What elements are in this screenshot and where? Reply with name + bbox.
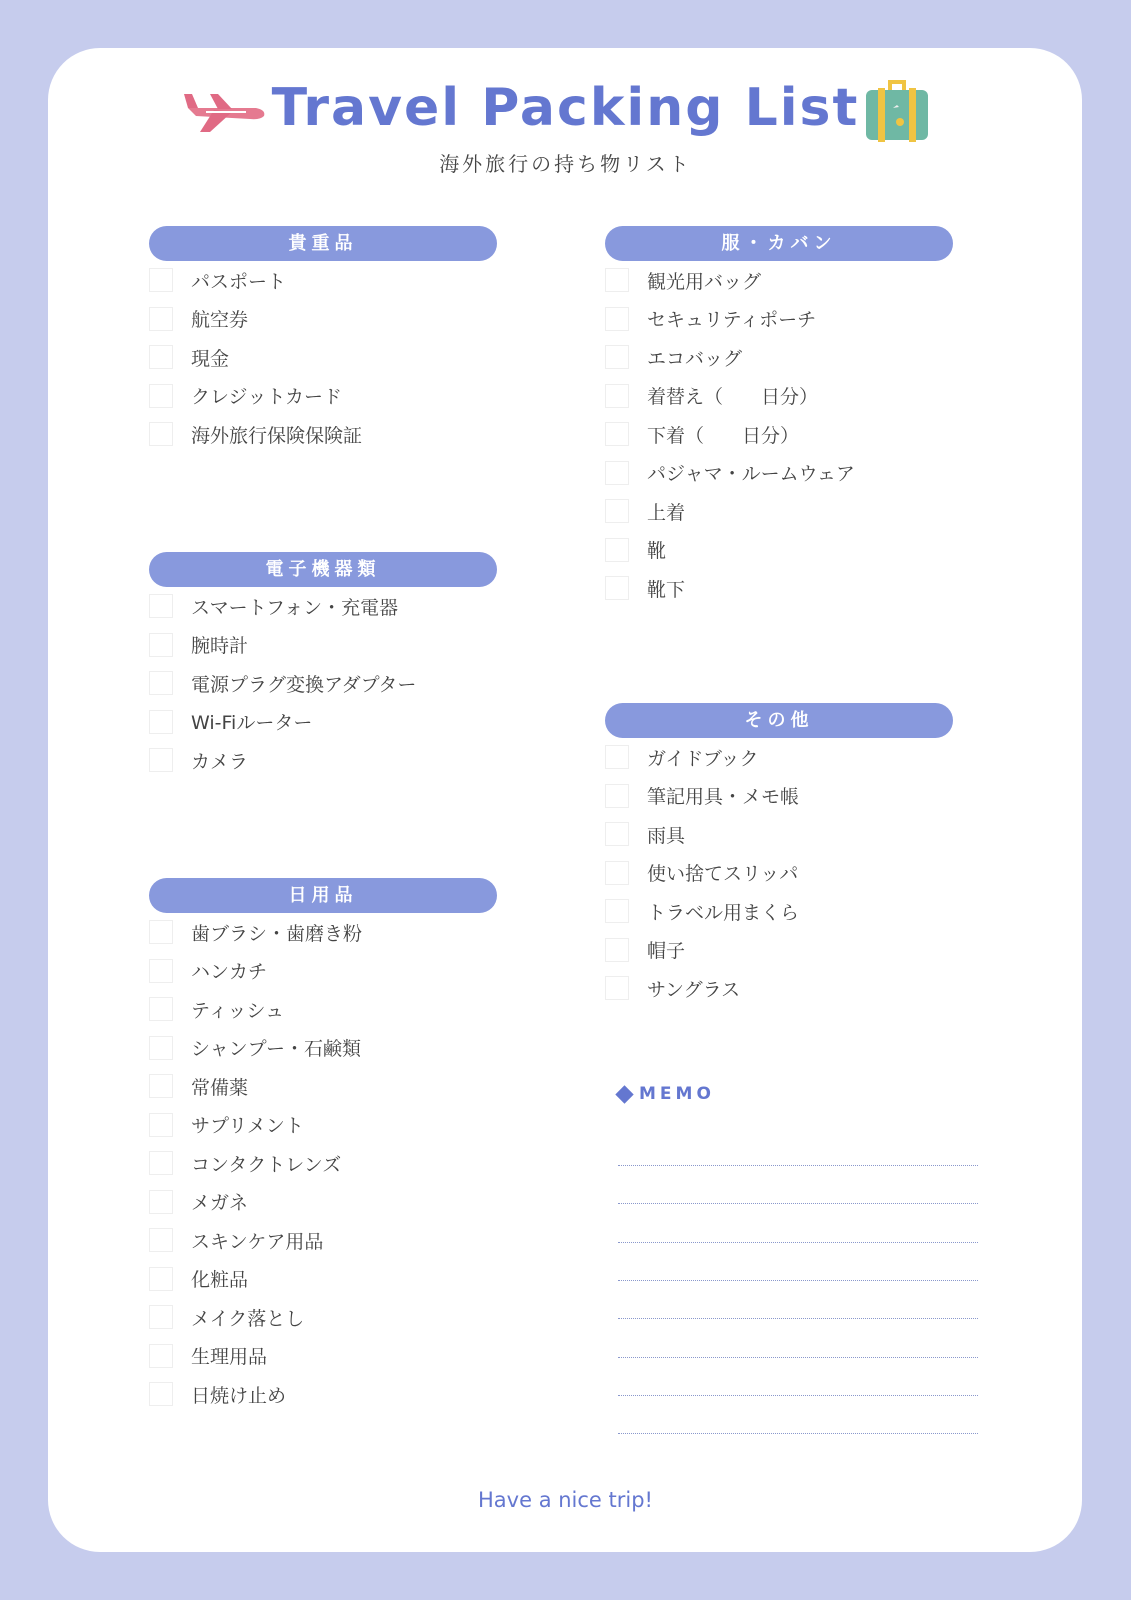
memo-heading bbox=[618, 1084, 715, 1104]
section-header: 電子機器類 bbox=[149, 552, 497, 587]
suitcase-icon bbox=[864, 80, 930, 142]
checklist-item bbox=[149, 377, 497, 416]
checklist-item bbox=[605, 892, 953, 931]
checkbox[interactable] bbox=[149, 384, 173, 408]
checkbox[interactable] bbox=[605, 576, 629, 600]
checkbox[interactable] bbox=[149, 710, 173, 734]
item-label: ガイドブック bbox=[647, 747, 759, 770]
checkbox[interactable] bbox=[605, 822, 629, 846]
item-label: カメラ bbox=[191, 750, 249, 773]
checklist-item bbox=[149, 990, 497, 1029]
item-label: 筆記用具・メモ帳 bbox=[647, 786, 800, 809]
checkbox[interactable] bbox=[605, 307, 629, 331]
section-other bbox=[605, 703, 953, 1008]
item-label: スマートフォン・充電器 bbox=[191, 596, 399, 619]
item-label: サングラス bbox=[647, 978, 741, 1001]
checklist-item bbox=[149, 261, 497, 300]
checklist-item bbox=[149, 300, 497, 339]
checkbox[interactable] bbox=[605, 784, 629, 808]
checkbox[interactable] bbox=[149, 594, 173, 618]
checklist-item bbox=[149, 587, 497, 626]
checkbox[interactable] bbox=[149, 1382, 173, 1406]
checkbox[interactable] bbox=[605, 861, 629, 885]
checklist-item bbox=[605, 338, 953, 377]
checkbox[interactable] bbox=[149, 1151, 173, 1175]
checklist-item bbox=[605, 777, 953, 816]
checklist-item bbox=[149, 1067, 497, 1106]
checkbox[interactable] bbox=[149, 268, 173, 292]
item-label: ハンカチ bbox=[191, 961, 268, 984]
item-label: 帽子 bbox=[647, 940, 686, 963]
checkbox[interactable] bbox=[605, 345, 629, 369]
checkbox[interactable] bbox=[605, 899, 629, 923]
checkbox[interactable] bbox=[149, 1267, 173, 1291]
section-electronics bbox=[149, 552, 497, 780]
checkbox[interactable] bbox=[149, 1305, 173, 1329]
checklist-item bbox=[149, 1260, 497, 1299]
item-label: 常備薬 bbox=[191, 1076, 249, 1099]
checkbox[interactable] bbox=[149, 997, 173, 1021]
item-label: セキュリティポーチ bbox=[647, 309, 817, 332]
checklist-item bbox=[149, 626, 497, 665]
checkbox[interactable] bbox=[149, 959, 173, 983]
item-label: 靴下 bbox=[647, 578, 686, 601]
item-label: 雨具 bbox=[647, 824, 686, 847]
checkbox[interactable] bbox=[149, 1228, 173, 1252]
checkbox[interactable] bbox=[149, 307, 173, 331]
item-label: スキンケア用品 bbox=[191, 1230, 324, 1253]
checkbox[interactable] bbox=[605, 745, 629, 769]
checkbox[interactable] bbox=[605, 976, 629, 1000]
item-label: 靴 bbox=[647, 540, 667, 563]
memo-line[interactable] bbox=[618, 1318, 978, 1319]
checklist-item bbox=[605, 531, 953, 570]
item-label: 海外旅行保険保険証 bbox=[191, 424, 363, 447]
item-label: 腕時計 bbox=[191, 635, 249, 658]
item-label: 歯ブラシ・歯磨き粉 bbox=[191, 922, 363, 945]
page-subtitle: 海外旅行の持ち物リスト bbox=[439, 152, 692, 176]
memo-line[interactable] bbox=[618, 1395, 978, 1396]
checkbox[interactable] bbox=[149, 1074, 173, 1098]
checkbox[interactable] bbox=[149, 671, 173, 695]
memo-line[interactable] bbox=[618, 1280, 978, 1281]
checklist-item bbox=[149, 1375, 497, 1414]
memo-line[interactable] bbox=[618, 1242, 978, 1243]
memo-line[interactable] bbox=[618, 1433, 978, 1434]
checkbox[interactable] bbox=[149, 633, 173, 657]
section-header: その他 bbox=[605, 703, 953, 738]
checklist-item bbox=[605, 492, 953, 531]
checklist-item bbox=[605, 261, 953, 300]
footer-message: Have a nice trip! bbox=[478, 1488, 653, 1512]
checkbox[interactable] bbox=[149, 422, 173, 446]
checkbox[interactable] bbox=[149, 1113, 173, 1137]
checkbox[interactable] bbox=[605, 499, 629, 523]
checklist-item bbox=[605, 854, 953, 893]
item-label: メイク落とし bbox=[191, 1307, 305, 1330]
checklist-item bbox=[149, 415, 497, 454]
checklist-item bbox=[149, 1144, 497, 1183]
item-label: 生理用品 bbox=[191, 1346, 268, 1369]
checkbox[interactable] bbox=[149, 345, 173, 369]
checklist-item bbox=[605, 931, 953, 970]
checkbox[interactable] bbox=[605, 268, 629, 292]
checklist-item bbox=[149, 1337, 497, 1376]
item-label: ティッシュ bbox=[191, 999, 285, 1022]
checklist-item bbox=[605, 569, 953, 608]
checkbox[interactable] bbox=[149, 1344, 173, 1368]
checklist-item bbox=[149, 741, 497, 780]
item-label: 観光用バッグ bbox=[647, 270, 762, 293]
item-label: コンタクトレンズ bbox=[191, 1153, 342, 1176]
checklist-item bbox=[605, 738, 953, 777]
section-daily bbox=[149, 878, 497, 1414]
item-label: メガネ bbox=[191, 1192, 249, 1215]
item-label: サプリメント bbox=[191, 1115, 304, 1138]
checklist-item bbox=[149, 1029, 497, 1068]
checkbox[interactable] bbox=[605, 938, 629, 962]
page-title: Travel Packing List bbox=[271, 78, 860, 138]
item-label: 現金 bbox=[191, 347, 230, 370]
checklist-item bbox=[605, 454, 953, 493]
memo-line[interactable] bbox=[618, 1203, 978, 1204]
diamond-icon bbox=[615, 1085, 633, 1103]
item-label: 日焼け止め bbox=[191, 1384, 287, 1407]
checkbox[interactable] bbox=[605, 384, 629, 408]
checklist-item bbox=[605, 969, 953, 1008]
item-label: 航空券 bbox=[191, 309, 249, 332]
section-header: 服・カバン bbox=[605, 226, 953, 261]
item-label: エコバッグ bbox=[647, 347, 743, 370]
section-header: 貴重品 bbox=[149, 226, 497, 261]
checklist-item bbox=[605, 415, 953, 454]
checkbox[interactable] bbox=[605, 461, 629, 485]
checklist-item bbox=[149, 1183, 497, 1222]
checklist-item bbox=[605, 377, 953, 416]
checklist-item bbox=[149, 703, 497, 742]
checklist-item bbox=[605, 300, 953, 339]
checkbox[interactable] bbox=[149, 920, 173, 944]
checkbox[interactable] bbox=[149, 1036, 173, 1060]
item-label: 下着（ 日分） bbox=[647, 424, 800, 447]
item-label: シャンプー・石鹸類 bbox=[191, 1038, 362, 1061]
checklist-item bbox=[149, 1106, 497, 1145]
checkbox[interactable] bbox=[605, 422, 629, 446]
item-label: 着替え（ 日分） bbox=[647, 386, 819, 409]
item-label: 電源プラグ変換アダプター bbox=[191, 673, 417, 696]
item-label: パスポート bbox=[191, 270, 287, 293]
checklist-item bbox=[149, 338, 497, 377]
item-label: クレジットカード bbox=[191, 386, 342, 409]
checklist-item bbox=[149, 664, 497, 703]
item-label: トラベル用まくら bbox=[647, 901, 800, 924]
checklist-item bbox=[149, 913, 497, 952]
item-label: Wi-Fiルーター bbox=[191, 712, 313, 735]
checkbox[interactable] bbox=[149, 1190, 173, 1214]
checkbox[interactable] bbox=[605, 538, 629, 562]
memo-line[interactable] bbox=[618, 1357, 978, 1358]
item-label: 化粧品 bbox=[191, 1269, 249, 1292]
checklist-item bbox=[149, 1298, 497, 1337]
memo-title: MEMO bbox=[639, 1084, 715, 1104]
item-label: 使い捨てスリッパ bbox=[647, 863, 799, 886]
checklist-item bbox=[605, 815, 953, 854]
checkbox[interactable] bbox=[149, 748, 173, 772]
section-header: 日用品 bbox=[149, 878, 497, 913]
section-valuables bbox=[149, 226, 497, 454]
memo-line[interactable] bbox=[618, 1165, 978, 1166]
section-clothes bbox=[605, 226, 953, 608]
item-label: パジャマ・ルームウェア bbox=[647, 463, 855, 486]
checklist-item bbox=[149, 952, 497, 991]
item-label: 上着 bbox=[647, 501, 686, 524]
checklist-item bbox=[149, 1221, 497, 1260]
